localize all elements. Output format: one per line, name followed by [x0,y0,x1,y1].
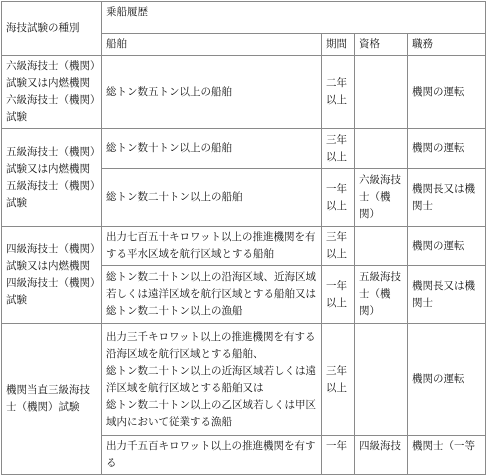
duty-cell: 機関の運転 [408,324,486,436]
duty-cell: 機関の運転 [408,56,486,129]
vessel-cell: 総トン数二十トン以上の沿海区域、近海区域若しくは遠洋区域を航行区域とする船舶又は総トン数二十トン以上の漁船 [102,266,322,324]
header-duty: 職務 [408,34,486,56]
vessel-cell: 出力千五百キロワット以上の推進機関を有する [102,436,322,475]
header-exam-type: 海技試験の種別 [2,2,102,56]
vessel-cell: 総トン数二十トン以上の船舶 [102,169,322,227]
qualification-cell: 五級海技士（機関） [355,266,408,324]
qualification-cell [355,227,408,266]
period-cell: 一年以上 [322,169,355,227]
duty-cell: 機関の運転 [408,227,486,266]
period-cell: 三年以上 [322,129,355,169]
vessel-cell: 出力七百五十キロワット以上の推進機関を有する平水区域を航行区域とする船舶 [102,227,322,266]
exam-type-cell: 四級海技士（機関）試験又は内燃機関四級海技士（機関）試験 [2,227,102,324]
period-cell: 一年以上 [322,266,355,324]
duty-cell: 機関長又は機関士 [408,266,486,324]
header-qualification: 資格 [355,34,408,56]
period-cell: 一年 [322,436,355,475]
exam-type-cell: 五級海技士（機関）試験又は内燃機関五級海技士（機関）試験 [2,129,102,227]
period-cell: 二年以上 [322,56,355,129]
period-cell: 三年以上 [322,227,355,266]
vessel-cell: 出力三千キロワット以上の推進機関を有する沿海区域を航行区域とする船舶、 総トン数二十トン以上の近海区域若しくは遠洋区域を航行区域とする船舶又は 総トン数二十トン以上の乙区域若しくは甲区域内において従業する漁船 [102,324,322,436]
exam-type-cell: 六級海技士（機関）試験又は内燃機関六級海技士（機関）試験 [2,56,102,129]
exam-history-table [1,1,486,475]
exam-type-cell: 機関当直三級海技士（機関）試験 [2,324,102,475]
qualification-cell [355,56,408,129]
qualification-cell: 六級海技士（機関） [355,169,408,227]
header-vessel: 船舶 [102,34,322,56]
qualification-cell: 四級海技 [355,436,408,475]
header-boarding-history: 乗船履歴 [102,2,486,34]
header-period: 期間 [322,34,355,56]
vessel-cell: 総トン数十トン以上の船舶 [102,129,322,169]
duty-cell: 機関長又は機関士 [408,169,486,227]
vessel-cell: 総トン数五トン以上の船舶 [102,56,322,129]
qualification-cell [355,129,408,169]
period-cell: 三年以上 [322,324,355,436]
duty-cell: 機関の運転 [408,129,486,169]
qualification-cell [355,324,408,436]
duty-cell: 機関士（一等 [408,436,486,475]
